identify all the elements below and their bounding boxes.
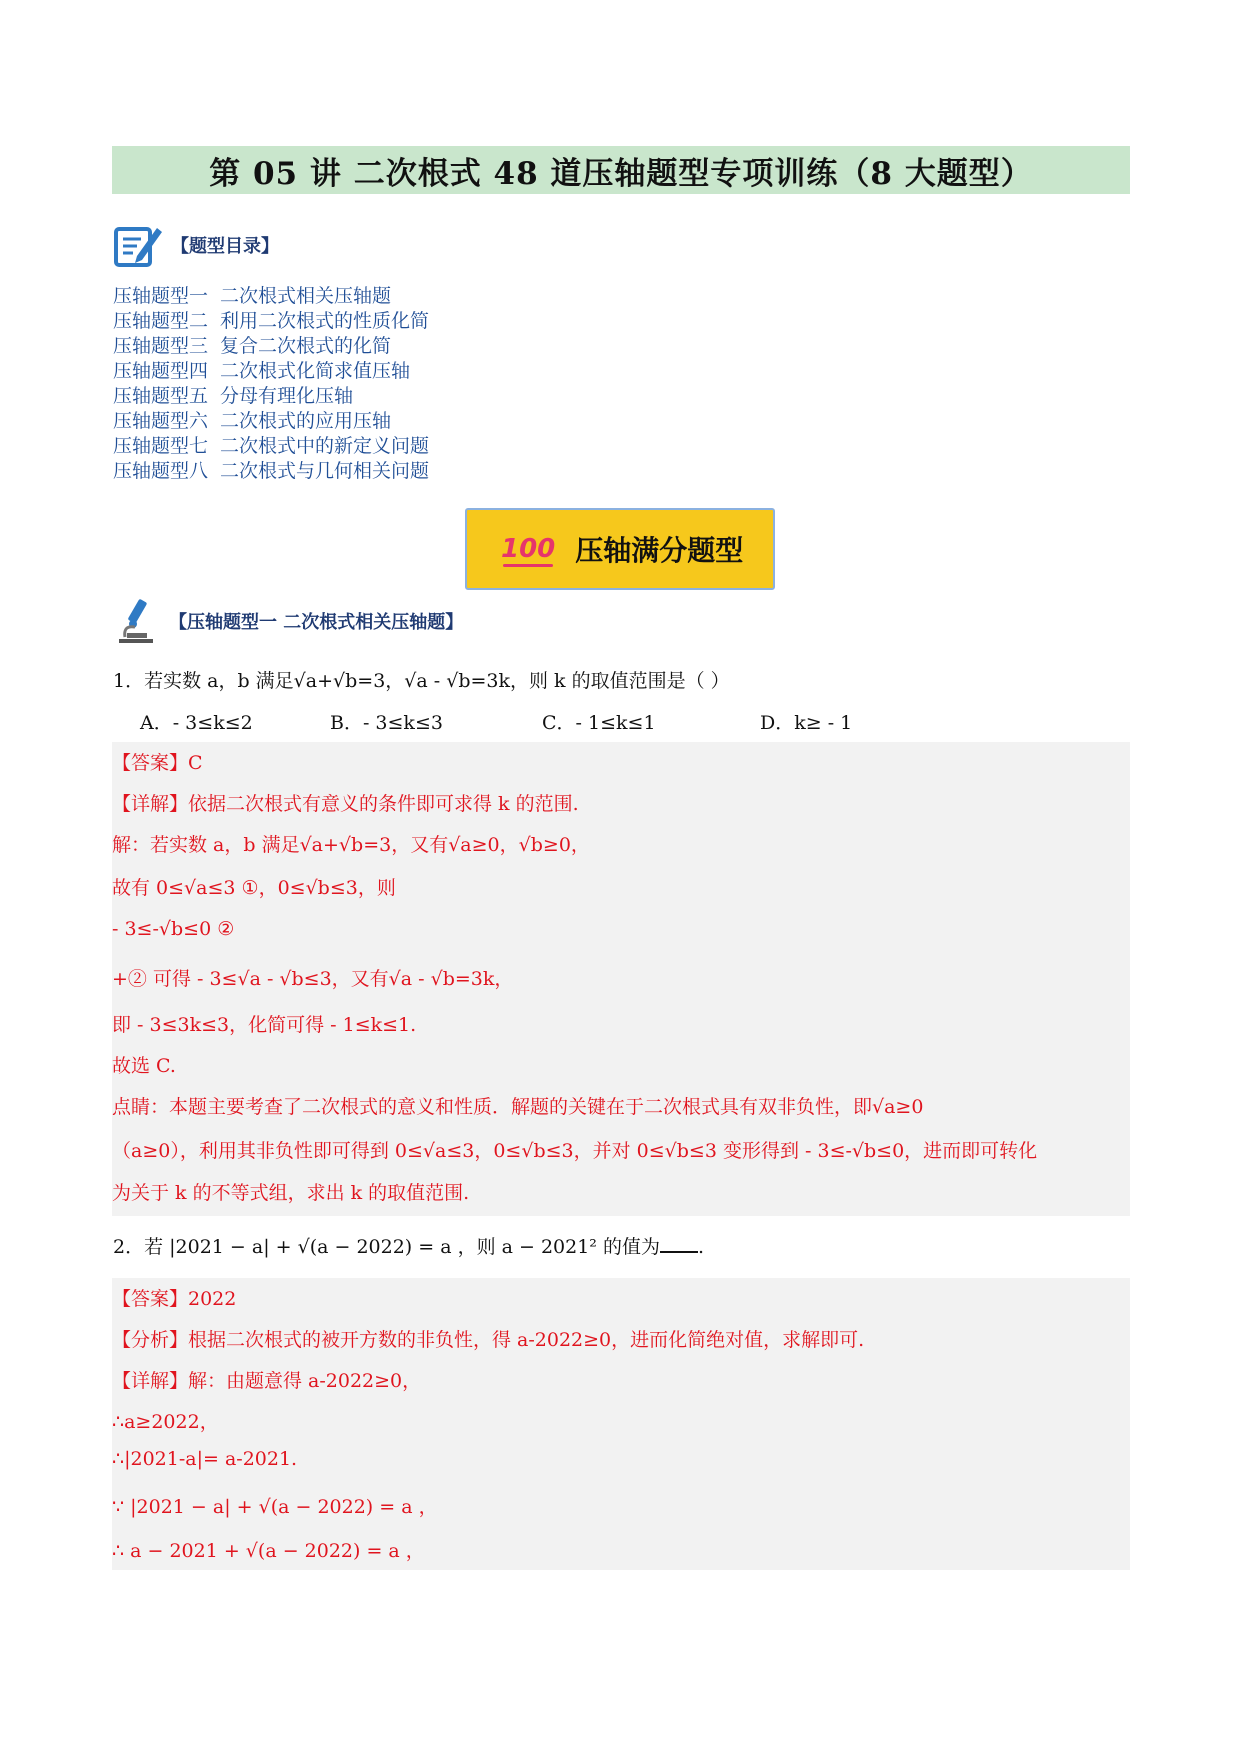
list-item[interactable]: 压轴题型三 复合二次根式的化简 [113, 335, 392, 357]
page-title: 第 05 讲 二次根式 48 道压轴题型专项训练（8 大题型） [209, 155, 1033, 192]
answer-line: 【详解】解：由题意得 a-2022≥0， [112, 1370, 422, 1392]
list-item[interactable]: 压轴题型二 利用二次根式的性质化简 [113, 310, 430, 332]
option-d[interactable]: D．k≥ - 1 [760, 712, 853, 734]
answer-line: 【答案】C [112, 752, 203, 774]
answer-line: 解：若实数 a，b 满足√a+√b=3，又有√a≥0，√b≥0， [112, 834, 590, 856]
catalog-header [113, 222, 279, 268]
answer-line: 故有 0≤√a≤3 ①，0≤√b≤3，则 [112, 877, 396, 899]
answer-line: （a≥0），利用其非负性即可得到 0≤√a≤3，0≤√b≤3，并对 0≤√b≤3 变形得到 - 3≤-√b≤0，进而即可转化 [112, 1140, 1038, 1162]
answer-line: - 3≤-√b≤0 ② [112, 918, 235, 940]
answer-line: 【答案】2022 [112, 1288, 237, 1310]
list-item[interactable]: 压轴题型五 分母有理化压轴 [113, 385, 354, 407]
hundred-points-icon: 100 [501, 534, 556, 564]
title-banner [112, 146, 1130, 194]
answer-line: 即 - 3≤3k≤3，化简可得 - 1≤k≤1. [112, 1014, 417, 1036]
answer-line: 【详解】依据二次根式有意义的条件即可求得 k 的范围. [112, 793, 579, 815]
section-label: 【压轴题型一 二次根式相关压轴题】 [169, 612, 464, 633]
catalog-label: 【题型目录】 [171, 236, 279, 257]
question-2-stem: 2．若 |2021 − a| + √(a − 2022) = a ，则 a − 2021² 的值为 . [113, 1232, 704, 1259]
answer-line: 故选 C. [112, 1055, 176, 1077]
section-header [113, 596, 463, 646]
full-score-badge [465, 508, 775, 590]
microscope-icon [113, 597, 159, 645]
list-item[interactable]: 压轴题型八 二次根式与几何相关问题 [113, 460, 430, 482]
answer-blank[interactable] [660, 1233, 698, 1253]
list-item[interactable]: 压轴题型七 二次根式中的新定义问题 [113, 435, 430, 457]
list-item[interactable]: 压轴题型一 二次根式相关压轴题 [113, 285, 392, 307]
list-item[interactable]: 压轴题型六 二次根式的应用压轴 [113, 410, 392, 432]
answer-line: 为关于 k 的不等式组，求出 k 的取值范围. [112, 1182, 470, 1204]
catalog-list [113, 284, 429, 484]
answer-panel-1 [112, 742, 1130, 1216]
option-b[interactable]: B．- 3≤k≤3 [330, 712, 443, 734]
answer-line: ∴a≥2022， [112, 1411, 219, 1433]
answer-line: ∵ |2021 − a| + √(a − 2022) = a ， [112, 1496, 438, 1518]
answer-line: 点睛：本题主要考查了二次根式的意义和性质．解题的关键在于二次根式具有双非负性，即√a≥0 [112, 1096, 924, 1118]
pencil-note-icon [113, 222, 163, 268]
answer-line: +② 可得 - 3≤√a - √b≤3，又有√a - √b=3k， [112, 968, 514, 990]
list-item[interactable]: 压轴题型四 二次根式化简求值压轴 [113, 360, 411, 382]
question-1-stem: 1．若实数 a，b 满足√a+√b=3，√a - √b=3k，则 k 的取值范围是（ ） [113, 670, 730, 692]
badge-text: 压轴满分题型 [575, 534, 744, 567]
answer-line: ∴ a − 2021 + √(a − 2022) = a ， [112, 1540, 425, 1562]
answer-line: ∴|2021-a|= a-2021. [112, 1448, 298, 1470]
option-a[interactable]: A．- 3≤k≤2 [140, 712, 253, 734]
answer-line: 【分析】根据二次根式的被开方数的非负性，得 a-2022≥0，进而化简绝对值，求解即可. [112, 1329, 865, 1351]
answer-panel-2 [112, 1278, 1130, 1570]
option-c[interactable]: C．- 1≤k≤1 [542, 712, 656, 734]
